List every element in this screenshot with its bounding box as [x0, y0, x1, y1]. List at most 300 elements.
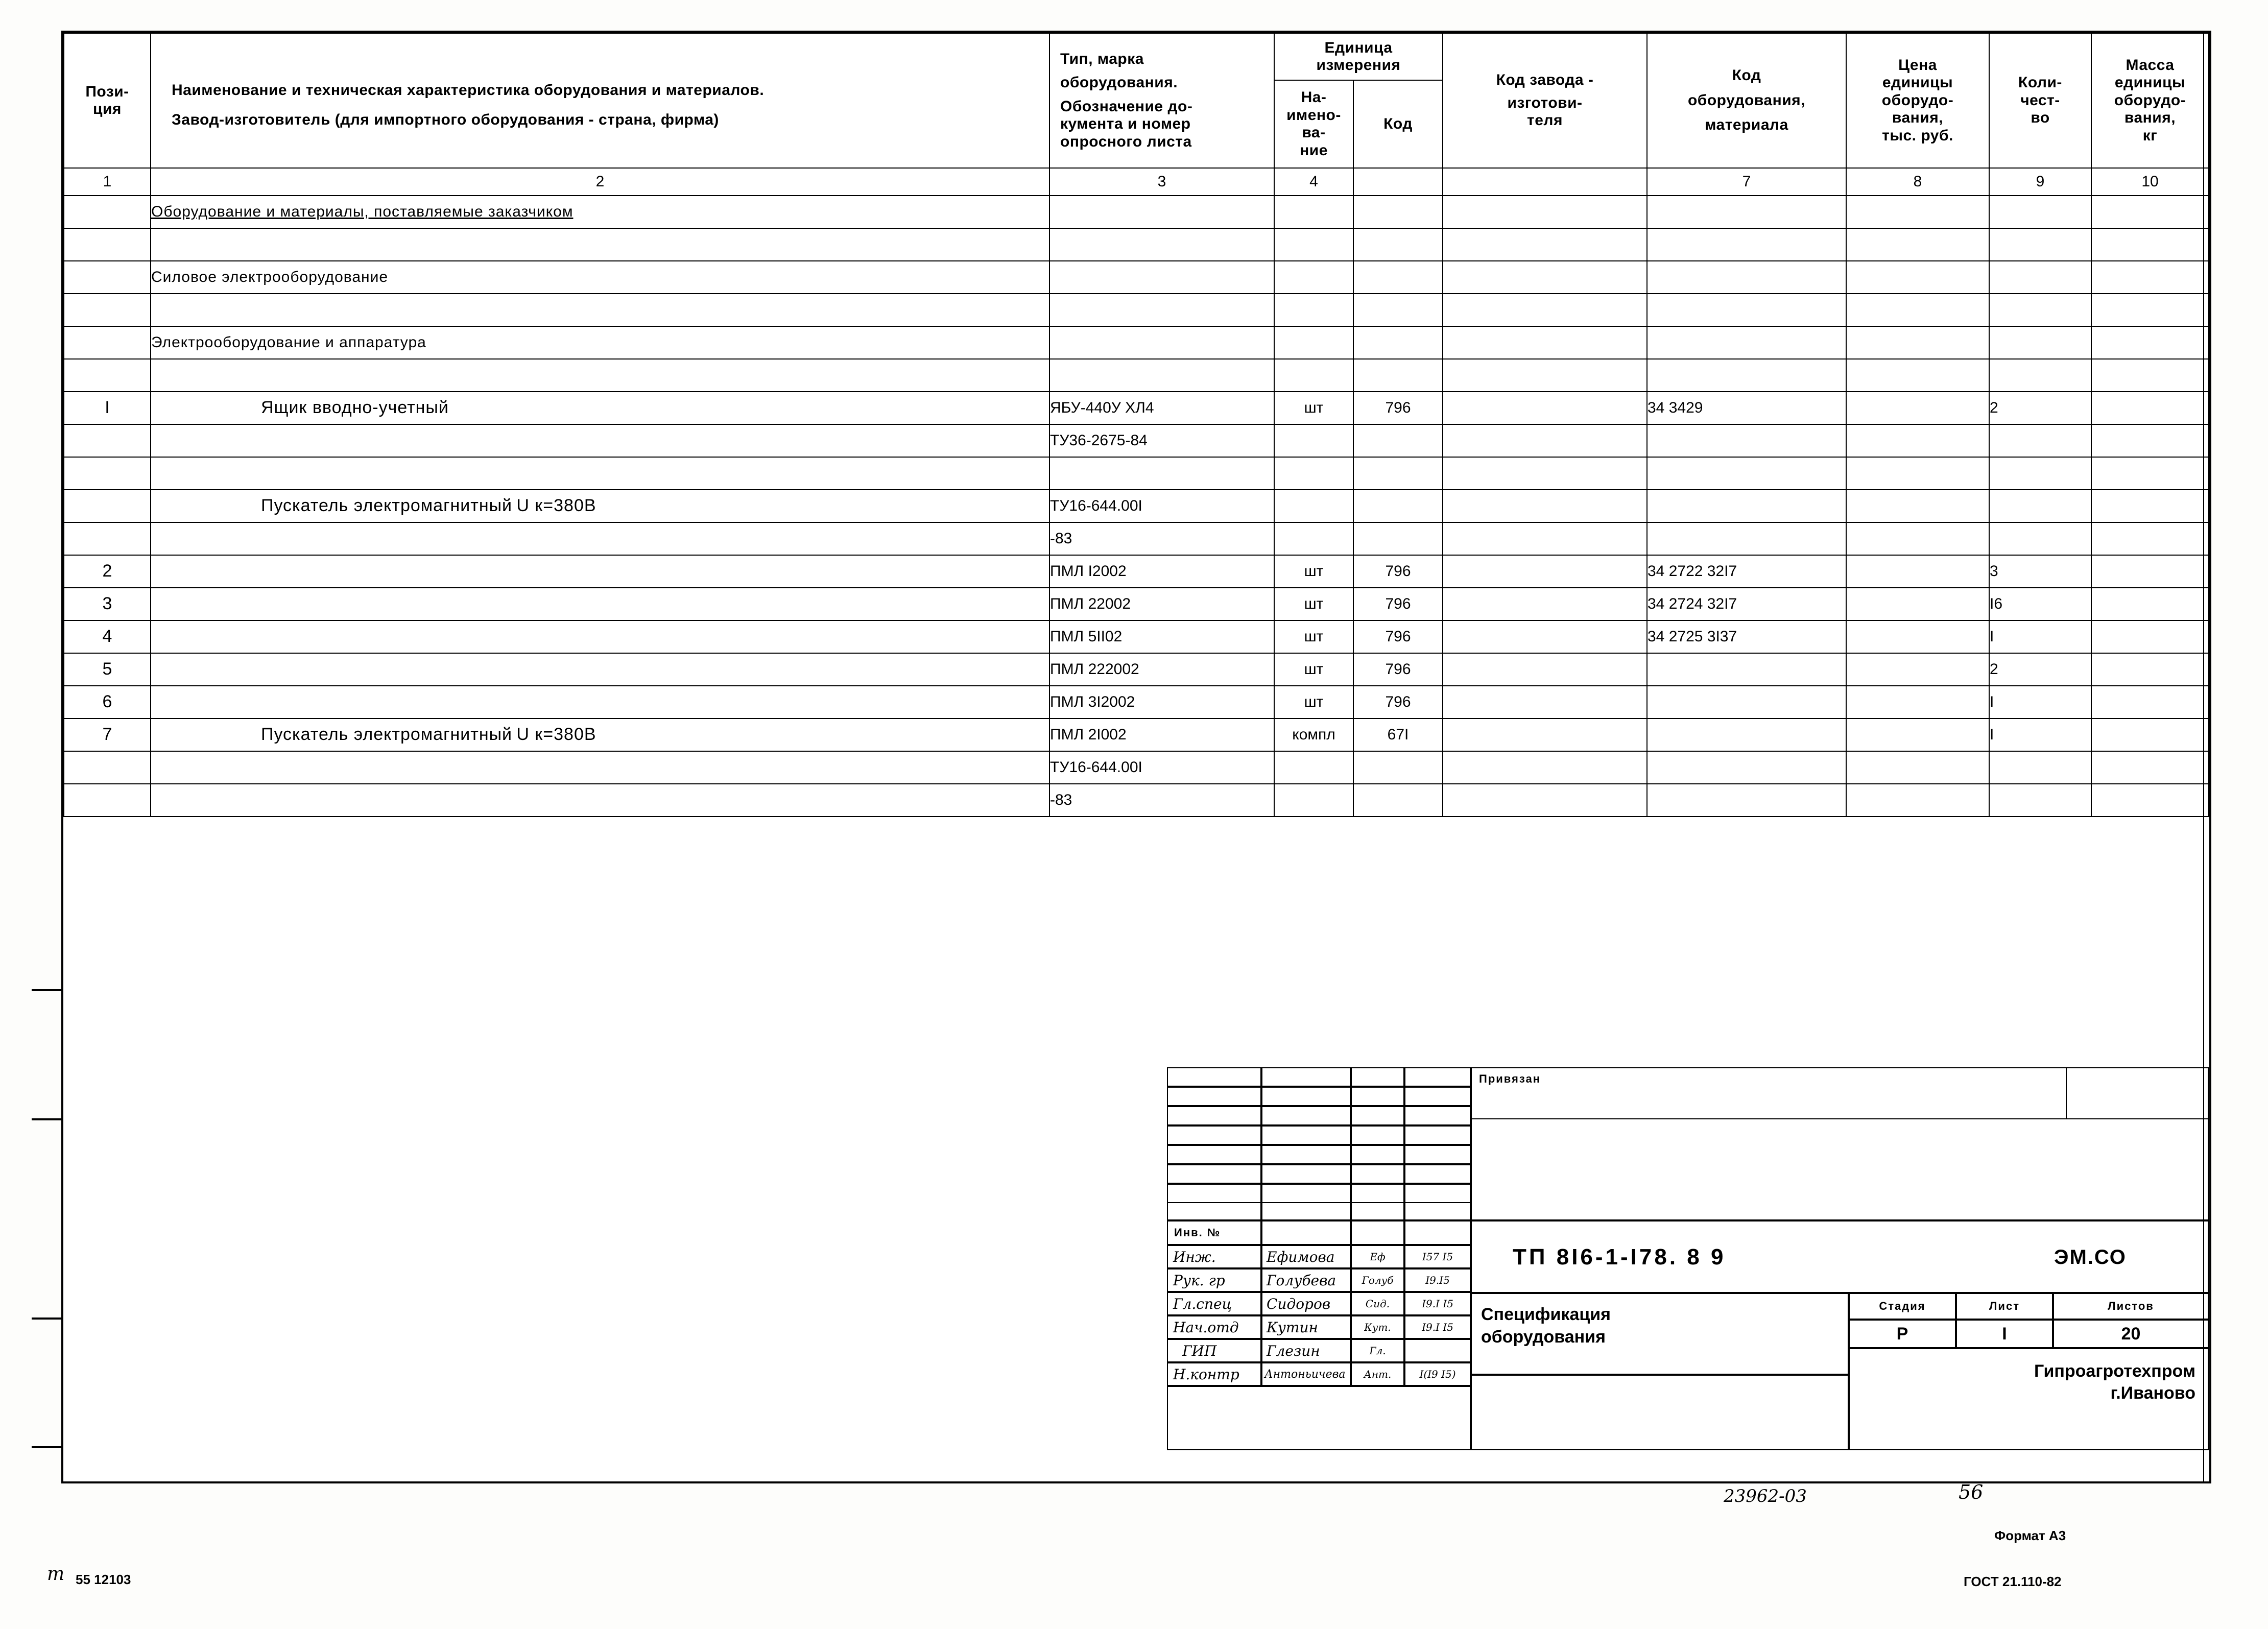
unitname-blank — [1274, 196, 1353, 228]
cell-mass — [2091, 522, 2209, 555]
cell-factory-code — [1443, 588, 1647, 620]
table-row — [64, 424, 2209, 457]
cell-unit-code — [1353, 784, 1443, 817]
table-row — [64, 457, 2209, 490]
pos-blank — [64, 326, 151, 359]
cell-quantity — [1989, 424, 2091, 457]
table-row — [64, 588, 2209, 620]
table-row — [64, 490, 2209, 522]
cell-price — [1846, 457, 1989, 490]
stamp-rule-2 — [1167, 1087, 1471, 1106]
cell-unit-name — [1274, 457, 1353, 490]
cell-quantity: 3 — [1989, 555, 2091, 588]
cell-mass — [2091, 718, 2209, 751]
stamp-date-row-2: I9.I5 — [1404, 1268, 1471, 1292]
table-row — [64, 555, 2209, 588]
unitcode-blank — [1353, 359, 1443, 392]
cell-mass — [2091, 784, 2209, 817]
equipcode-blank — [1647, 294, 1846, 326]
cell-equipment-code — [1647, 457, 1846, 490]
stamp-role-row-1: Инж. — [1167, 1245, 1261, 1268]
unitcode-blank — [1353, 228, 1443, 261]
cell-unit-name: шт — [1274, 392, 1353, 424]
cell-position — [64, 424, 151, 457]
pos-blank — [64, 228, 151, 261]
qty-blank — [1989, 359, 2091, 392]
stamp-inv-label: Инв. № — [1167, 1220, 1261, 1245]
cell-unit-code: 796 — [1353, 653, 1443, 686]
stamp-inv-b — [1261, 1220, 1351, 1245]
cell-position: 5 — [64, 653, 151, 686]
cell-equipment-code: 34 3429 — [1647, 392, 1846, 424]
cell-position: 3 — [64, 588, 151, 620]
cell-quantity — [1989, 784, 2091, 817]
cell-type: -83 — [1049, 784, 1274, 817]
price-blank — [1846, 359, 1989, 392]
colnum-4: 4 — [1274, 168, 1353, 196]
stamp-spec-title-tail — [1471, 1375, 1849, 1450]
cell-name — [151, 490, 1049, 522]
cell-price — [1846, 686, 1989, 718]
cell-name — [151, 424, 1049, 457]
table-row — [64, 522, 2209, 555]
pos-blank — [64, 294, 151, 326]
price-blank — [1846, 261, 1989, 294]
mass-blank — [2091, 359, 2209, 392]
header-type-brand: Тип, марка оборудования. Обозначение до- кумента и номер опросного листа — [1049, 33, 1274, 168]
bottom-left-hand-mark: т — [47, 1564, 65, 1585]
stamp-date-row-5 — [1404, 1339, 1471, 1362]
specification-table — [63, 33, 2209, 817]
stamp-sign-row-5: Гл. — [1351, 1339, 1404, 1362]
colnum-7: 7 — [1647, 168, 1846, 196]
cell-mass — [2091, 490, 2209, 522]
stamp-name-row-1: Ефимова — [1261, 1245, 1351, 1268]
cell-mass — [2091, 751, 2209, 784]
table-header-row — [64, 33, 2209, 80]
cell-factory-code — [1443, 555, 1647, 588]
cell-name — [151, 457, 1049, 490]
cell-name-text — [151, 692, 261, 711]
cell-name-text — [151, 561, 261, 581]
cell-unit-code: 67I — [1353, 718, 1443, 751]
unitcode-blank — [1353, 196, 1443, 228]
unitcode-blank — [1353, 294, 1443, 326]
colnum-3: 3 — [1049, 168, 1274, 196]
cell-price — [1846, 588, 1989, 620]
cell-equipment-code — [1647, 522, 1846, 555]
cell-unit-code: 796 — [1353, 588, 1443, 620]
cell-factory-code — [1443, 620, 1647, 653]
section-title-sub1: Силовое электрооборудование — [151, 261, 1049, 294]
qty-blank — [1989, 294, 2091, 326]
stamp-mark: ЭМ.СО — [2054, 1246, 2127, 1268]
cell-type: ПМЛ I2002 — [1049, 555, 1274, 588]
stamp-rule-6 — [1167, 1164, 1471, 1184]
stamp-stage-header: Стадия — [1849, 1293, 1956, 1320]
cell-unit-code: 796 — [1353, 392, 1443, 424]
type-blank — [1049, 228, 1274, 261]
stamp-name-row-2: Голубева — [1261, 1268, 1351, 1292]
stamp-sheets-header: Листов — [2053, 1293, 2209, 1320]
stamp-privyazan-box — [1471, 1067, 2209, 1220]
cell-name — [151, 718, 1049, 751]
pos-blank — [64, 196, 151, 228]
cell-price — [1846, 784, 1989, 817]
cell-factory-code — [1443, 718, 1647, 751]
cell-name-text — [151, 627, 261, 646]
cell-position — [64, 522, 151, 555]
type-blank — [1049, 326, 1274, 359]
table-row — [64, 653, 2209, 686]
stamp-role-row-5: ГИП — [1167, 1339, 1261, 1362]
stamp-name-row-5: Глезин — [1261, 1339, 1351, 1362]
type-blank — [1049, 196, 1274, 228]
stamp-privyazan-divider — [2066, 1067, 2067, 1118]
factory-blank — [1443, 261, 1647, 294]
table-row — [64, 686, 2209, 718]
cell-quantity: I — [1989, 718, 2091, 751]
table-row — [64, 718, 2209, 751]
gost-label: ГОСТ 21.110-82 — [1964, 1574, 2062, 1589]
cell-factory-code — [1443, 686, 1647, 718]
table-row — [64, 751, 2209, 784]
cell-position: 4 — [64, 620, 151, 653]
cell-name-text — [151, 659, 261, 679]
cell-type: ТУ36-2675-84 — [1049, 424, 1274, 457]
cell-type: ТУ16-644.00I — [1049, 490, 1274, 522]
stamp-rule-1 — [1167, 1067, 1471, 1087]
cell-quantity — [1989, 457, 2091, 490]
cell-quantity: 2 — [1989, 392, 2091, 424]
stamp-date-row-6: I(I9 I5) — [1404, 1362, 1471, 1386]
table-row — [64, 784, 2209, 817]
cell-position — [64, 751, 151, 784]
colnum-8: 8 — [1846, 168, 1989, 196]
cell-mass — [2091, 424, 2209, 457]
cell-name-text — [151, 529, 261, 548]
pos-blank — [64, 261, 151, 294]
edge-tick-4 — [32, 1446, 63, 1448]
cell-name-voltage: U к=380В — [516, 725, 596, 745]
cell-price — [1846, 718, 1989, 751]
cell-type: ПМЛ 22002 — [1049, 588, 1274, 620]
stamp-date-row-4: I9.I I5 — [1404, 1315, 1471, 1339]
stamp-role-row-6: Н.контр — [1167, 1362, 1261, 1386]
cell-type: ПМЛ 3I2002 — [1049, 686, 1274, 718]
cell-quantity — [1989, 490, 2091, 522]
factory-blank — [1443, 359, 1647, 392]
cell-equipment-code — [1647, 718, 1846, 751]
stamp-name-row-4: Кутин — [1261, 1315, 1351, 1339]
unitname-blank — [1274, 326, 1353, 359]
section-subtitle-row-1 — [64, 261, 2209, 294]
stamp-stage-value: Р — [1849, 1320, 1956, 1348]
stamp-date-row-3: I9.I I5 — [1404, 1292, 1471, 1315]
cell-unit-code — [1353, 424, 1443, 457]
type-blank — [1049, 261, 1274, 294]
page-number-hand: 56 — [1959, 1481, 1984, 1503]
mass-blank — [2091, 196, 2209, 228]
cell-name-text: Пускатель электромагнитный — [261, 496, 513, 516]
colnum-1: 1 — [64, 168, 151, 196]
cell-name-text: Ящик вводно-учетный — [261, 398, 449, 418]
cell-quantity: I — [1989, 686, 2091, 718]
table-row — [64, 620, 2209, 653]
cell-name-text — [151, 463, 261, 483]
cell-name — [151, 555, 1049, 588]
price-blank — [1846, 228, 1989, 261]
factory-blank — [1443, 326, 1647, 359]
equipcode-blank — [1647, 196, 1846, 228]
cell-factory-code — [1443, 457, 1647, 490]
cell-name-text — [151, 594, 261, 613]
stamp-name-row-6: Антоньичева — [1261, 1362, 1351, 1386]
stamp-organization: Гипроагротехпром г.Иваново — [2034, 1361, 2195, 1403]
stamp-spec-title: Спецификация оборудования — [1481, 1305, 1611, 1347]
cell-name-text — [151, 757, 261, 777]
cell-quantity — [1989, 522, 2091, 555]
section-title-sub2: Электрооборудование и аппаратура — [151, 326, 1049, 359]
stamp-role-row-3: Гл.спец — [1167, 1292, 1261, 1315]
stamp-sign-row-4: Кут. — [1351, 1315, 1404, 1339]
header-unit-name: На- имено- ва- ние — [1274, 80, 1353, 168]
cell-price — [1846, 392, 1989, 424]
stamp-sign-row-1: Еф — [1351, 1245, 1404, 1268]
unitcode-blank — [1353, 261, 1443, 294]
cell-name — [151, 686, 1049, 718]
mass-blank — [2091, 228, 2209, 261]
qty-blank — [1989, 261, 2091, 294]
cell-unit-name — [1274, 784, 1353, 817]
cell-mass — [2091, 555, 2209, 588]
cell-equipment-code — [1647, 686, 1846, 718]
header-unit-price: Цена единицы оборудо- вания, тыс. руб. — [1846, 33, 1989, 168]
stamp-role-row-2: Рук. гр — [1167, 1268, 1261, 1292]
colnum-10: 10 — [2091, 168, 2209, 196]
mass-blank — [2091, 294, 2209, 326]
equipcode-blank — [1647, 326, 1846, 359]
stamp-spec-title-box — [1471, 1293, 1849, 1375]
cell-name-voltage: U к=380В — [516, 496, 596, 516]
header-unit-group: Единица измерения — [1274, 33, 1443, 80]
cell-unit-code — [1353, 490, 1443, 522]
inventory-number: 23962-03 — [1724, 1486, 1807, 1506]
stamp-rule-7 — [1167, 1184, 1471, 1203]
cell-type: ПМЛ 5II02 — [1049, 620, 1274, 653]
cell-mass — [2091, 457, 2209, 490]
stamp-sheet-value: I — [1956, 1320, 2053, 1348]
unitcode-blank — [1353, 326, 1443, 359]
factory-blank — [1443, 294, 1647, 326]
stamp-date-row-1: I57 I5 — [1404, 1245, 1471, 1268]
cell-unit-name: шт — [1274, 555, 1353, 588]
equipcode-blank — [1647, 261, 1846, 294]
format-label: Формат А3 — [1994, 1528, 2066, 1543]
colnum-5 — [1353, 168, 1443, 196]
cell-mass — [2091, 686, 2209, 718]
cell-quantity: I — [1989, 620, 2091, 653]
colnum-9: 9 — [1989, 168, 2091, 196]
equipcode-blank — [1647, 359, 1846, 392]
factory-blank — [1443, 228, 1647, 261]
header-quantity: Коли- чест- во — [1989, 33, 2091, 168]
stamp-inv-d — [1404, 1220, 1471, 1245]
cell-position — [64, 490, 151, 522]
cell-name — [151, 392, 1049, 424]
cell-position — [64, 784, 151, 817]
cell-unit-name: шт — [1274, 686, 1353, 718]
colnum-6 — [1443, 168, 1647, 196]
header-equipment-code: Код оборудования, материала — [1647, 33, 1846, 168]
stamp-tp-code: ТП 8I6-1-I78. 8 9 — [1513, 1244, 1726, 1269]
cell-unit-name — [1274, 751, 1353, 784]
cell-type: -83 — [1049, 522, 1274, 555]
cell-type: ТУ16-644.00I — [1049, 751, 1274, 784]
cell-name-text: Пускатель электромагнитный — [261, 725, 513, 745]
table-row — [64, 392, 2209, 424]
mass-blank — [2091, 261, 2209, 294]
cell-unit-name: шт — [1274, 620, 1353, 653]
cell-name — [151, 522, 1049, 555]
header-name-characteristics: Наименование и техническая характеристика оборудования и материалов. Завод-изготовитель (для импортного оборудования - страна, фирма) — [151, 33, 1049, 168]
cell-equipment-code — [1647, 490, 1846, 522]
stamp-code-box — [1471, 1220, 2209, 1293]
price-blank — [1846, 326, 1989, 359]
column-number-row — [64, 168, 2209, 196]
section-title-row — [64, 196, 2209, 228]
cell-mass — [2091, 620, 2209, 653]
cell-equipment-code: 34 2724 32I7 — [1647, 588, 1846, 620]
cell-equipment-code — [1647, 424, 1846, 457]
cell-unit-name — [1274, 424, 1353, 457]
cell-mass — [2091, 653, 2209, 686]
cell-position: I — [64, 392, 151, 424]
stamp-rule-5 — [1167, 1145, 1471, 1164]
header-unit-code: Код — [1353, 80, 1443, 168]
cell-mass — [2091, 392, 2209, 424]
cell-type: ПМЛ 222002 — [1049, 653, 1274, 686]
cell-factory-code — [1443, 653, 1647, 686]
edge-tick-3 — [32, 1317, 63, 1320]
cell-price — [1846, 751, 1989, 784]
section-subtitle-row-2 — [64, 326, 2209, 359]
empty-row — [64, 359, 2209, 392]
cell-equipment-code: 34 2725 3I37 — [1647, 620, 1846, 653]
cell-unit-name: компл — [1274, 718, 1353, 751]
cell-factory-code — [1443, 522, 1647, 555]
cell-price — [1846, 555, 1989, 588]
cell-unit-code: 796 — [1353, 686, 1443, 718]
name-blank — [151, 359, 1049, 392]
title-block — [1167, 1067, 2209, 1450]
stamp-left-tail — [1167, 1386, 1471, 1450]
qty-blank — [1989, 228, 2091, 261]
cell-name — [151, 784, 1049, 817]
price-blank — [1846, 196, 1989, 228]
cell-unit-name — [1274, 522, 1353, 555]
edge-tick-1 — [32, 989, 63, 991]
stamp-sign-row-2: Голуб — [1351, 1268, 1404, 1292]
stamp-sheet-header: Лист — [1956, 1293, 2053, 1320]
section-title-main: Оборудование и материалы, поставляемые заказчиком — [151, 196, 1049, 228]
qty-blank — [1989, 196, 2091, 228]
cell-name — [151, 588, 1049, 620]
stamp-rule-4 — [1167, 1125, 1471, 1145]
cell-unit-code — [1353, 751, 1443, 784]
unitname-blank — [1274, 261, 1353, 294]
cell-position: 6 — [64, 686, 151, 718]
stamp-privyazan-label: Привязан — [1479, 1072, 1541, 1085]
cell-price — [1846, 653, 1989, 686]
edge-tick-2 — [32, 1118, 63, 1120]
type-blank — [1049, 294, 1274, 326]
cell-unit-code — [1353, 522, 1443, 555]
cell-position: 7 — [64, 718, 151, 751]
cell-unit-name: шт — [1274, 588, 1353, 620]
stamp-organization-box — [1849, 1348, 2209, 1450]
stamp-role-row-4: Нач.отд — [1167, 1315, 1261, 1339]
unitname-blank — [1274, 359, 1353, 392]
cell-price — [1846, 522, 1989, 555]
type-blank — [1049, 359, 1274, 392]
cell-factory-code — [1443, 392, 1647, 424]
colnum-2: 2 — [151, 168, 1049, 196]
pos-blank — [64, 359, 151, 392]
header-position: Пози- ция — [64, 33, 151, 168]
cell-equipment-code — [1647, 653, 1846, 686]
cell-unit-code: 796 — [1353, 620, 1443, 653]
header-factory-code: Код завода - изготови- теля — [1443, 33, 1647, 168]
stamp-privyazan-rule — [1471, 1118, 2209, 1119]
cell-unit-code — [1353, 457, 1443, 490]
unitname-blank — [1274, 228, 1353, 261]
bottom-left-code: 55 12103 — [76, 1572, 131, 1587]
equipcode-blank — [1647, 228, 1846, 261]
price-blank — [1846, 294, 1989, 326]
header-unit-mass: Масса единицы оборудо- вания, кг — [2091, 33, 2209, 168]
cell-unit-name — [1274, 490, 1353, 522]
empty-row — [64, 294, 2209, 326]
cell-unit-name: шт — [1274, 653, 1353, 686]
cell-name — [151, 620, 1049, 653]
cell-name — [151, 653, 1049, 686]
stamp-sign-row-3: Сид. — [1351, 1292, 1404, 1315]
cell-price — [1846, 424, 1989, 457]
mass-blank — [2091, 326, 2209, 359]
cell-equipment-code — [1647, 751, 1846, 784]
cell-type: ПМЛ 2I002 — [1049, 718, 1274, 751]
unitname-blank — [1274, 294, 1353, 326]
cell-position: 2 — [64, 555, 151, 588]
stamp-inv-c — [1351, 1220, 1404, 1245]
cell-factory-code — [1443, 784, 1647, 817]
cell-equipment-code: 34 2722 32I7 — [1647, 555, 1846, 588]
stamp-sheets-value: 20 — [2053, 1320, 2209, 1348]
cell-quantity: 2 — [1989, 653, 2091, 686]
cell-type — [1049, 457, 1274, 490]
cell-unit-code: 796 — [1353, 555, 1443, 588]
factory-blank — [1443, 196, 1647, 228]
cell-mass — [2091, 588, 2209, 620]
cell-quantity: I6 — [1989, 588, 2091, 620]
cell-name — [151, 751, 1049, 784]
stamp-name-row-3: Сидоров — [1261, 1292, 1351, 1315]
stamp-rule-3 — [1167, 1106, 1471, 1125]
stamp-sign-row-6: Ант. — [1351, 1362, 1404, 1386]
empty-row — [64, 228, 2209, 261]
cell-price — [1846, 490, 1989, 522]
